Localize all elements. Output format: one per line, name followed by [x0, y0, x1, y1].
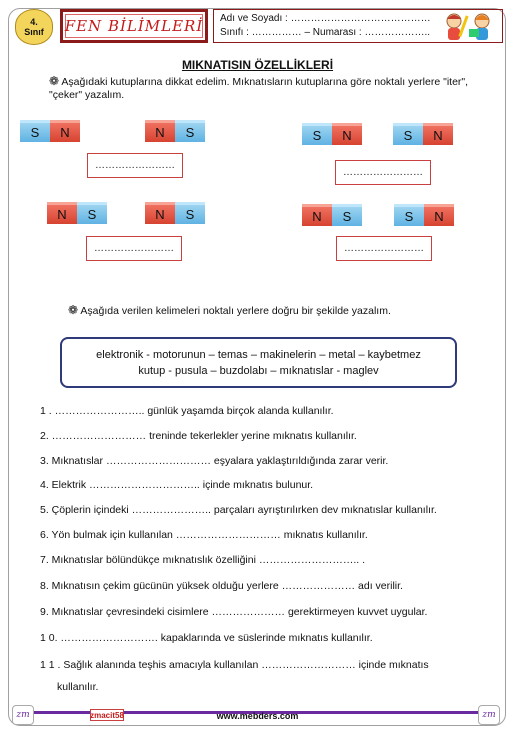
flower-bullet-icon: ❁ — [68, 303, 79, 317]
answer-box-3[interactable]: …………………… — [86, 236, 182, 261]
magnet-pole: S — [175, 202, 205, 224]
instruction-2 — [68, 304, 488, 318]
corner-mark-left: zm — [12, 705, 34, 725]
answer-box-1[interactable]: …………………… — [87, 153, 183, 178]
magnet-pole: S — [302, 123, 332, 145]
magnet-pole: S — [332, 204, 362, 226]
page-title: MIKNATISIN ÖZELLİKLERİ — [181, 58, 334, 72]
instruction-1-text: Aşağıdaki kutuplarına dikkat edelim. Mıknatısların kutuplarına göre noktalı yerlere "iter", "çeker" yazalım. — [49, 76, 469, 101]
magnet-pole: N — [423, 123, 453, 145]
subject-title: FEN BİLİMLERİ — [60, 9, 208, 43]
magnet-4b — [394, 201, 454, 229]
magnet-4a — [302, 201, 362, 229]
instruction-2-text: Aşağıda verilen kelimeleri noktalı yerlere doğru bir şekilde yazalım. — [80, 305, 391, 317]
magnet-pole: S — [175, 120, 205, 142]
question-2: 2. ……………………… treninde tekerlekler yerine mıknatıs kullanılır. — [40, 430, 357, 442]
magnet-pole: N — [50, 120, 80, 142]
magnet-2b — [393, 120, 453, 148]
question-9: 9. Mıknatıslar çevresindeki cisimlere ………………… gerektirmeyen kuvvet uygular. — [40, 606, 428, 618]
magnet-pole: N — [47, 202, 77, 224]
magnet-1b — [145, 117, 205, 145]
magnet-3b — [145, 199, 205, 227]
corner-mark-right: zm — [478, 705, 500, 725]
question-11-cont: kullanılır. — [57, 681, 99, 693]
answer-box-4[interactable]: …………………… — [336, 236, 432, 261]
magnet-pole: N — [145, 120, 175, 142]
question-6: 6. Yön bulmak için kullanılan ………………………… mıknatıs kullanılır. — [40, 529, 368, 541]
word-bank-line: kutup - pusula – buzdolabı – mıknatıslar - maglev — [138, 365, 379, 377]
magnet-pole: N — [332, 123, 362, 145]
magnet-pole: S — [20, 120, 50, 142]
answer-box-2[interactable]: …………………… — [335, 160, 431, 185]
magnet-pole: S — [393, 123, 423, 145]
word-bank-line: elektronik - motorunun – temas – makinelerin – metal – kaybetmez — [96, 349, 421, 361]
word-bank — [60, 337, 457, 388]
flower-bullet-icon: ❁ — [49, 74, 60, 88]
question-8: 8. Mıknatısın çekim gücünün yüksek olduğu yerlere ………………… adı verilir. — [40, 580, 403, 592]
magnet-2a — [302, 120, 362, 148]
question-10: 1 0. ………………………. kapaklarında ve süslerinde mıknatıs kullanılır. — [40, 632, 373, 644]
magnet-pole: N — [302, 204, 332, 226]
question-1: 1 . …………………….. günlük yaşamda birçok alanda kullanılır. — [40, 405, 334, 417]
instruction-1 — [49, 75, 479, 102]
magnet-pole: N — [145, 202, 175, 224]
magnet-3a — [47, 199, 107, 227]
children-illustration-icon — [440, 11, 498, 41]
question-11: 1 1 . Sağlık alanında teşhis amacıyla kullanılan ……………………… içinde mıknatıs — [40, 659, 429, 671]
grade-word: Sınıf — [24, 27, 44, 37]
question-5: 5. Çöplerin içindeki ………………….. parçaları ayrıştırılırken dev mıknatıslar kullanılır. — [40, 504, 437, 516]
class-field[interactable]: Sınıfı : …………… – Numarası : ……………….. — [220, 27, 431, 38]
name-field[interactable]: Adı ve Soyadı : …………………………………… — [220, 13, 431, 24]
magnet-pole: S — [394, 204, 424, 226]
question-4: 4. Elektrik ………………………….. içinde mıknatıs bulunur. — [40, 479, 314, 491]
footer-tag: zmacit58 — [90, 710, 124, 720]
question-7: 7. Mıknatıslar bölündükçe mıknatıslık özelliğini ……………………….. . — [40, 554, 366, 566]
grade-number: 4. — [30, 17, 38, 27]
magnet-pole: N — [424, 204, 454, 226]
magnet-pole: S — [77, 202, 107, 224]
question-3: 3. Mıknatıslar ………………………… eşyalara yaklaştırıldığında zarar verir. — [40, 455, 389, 467]
footer-site[interactable]: www.mebders.com — [216, 711, 299, 721]
magnet-1a — [20, 117, 80, 145]
grade-badge — [15, 9, 53, 45]
